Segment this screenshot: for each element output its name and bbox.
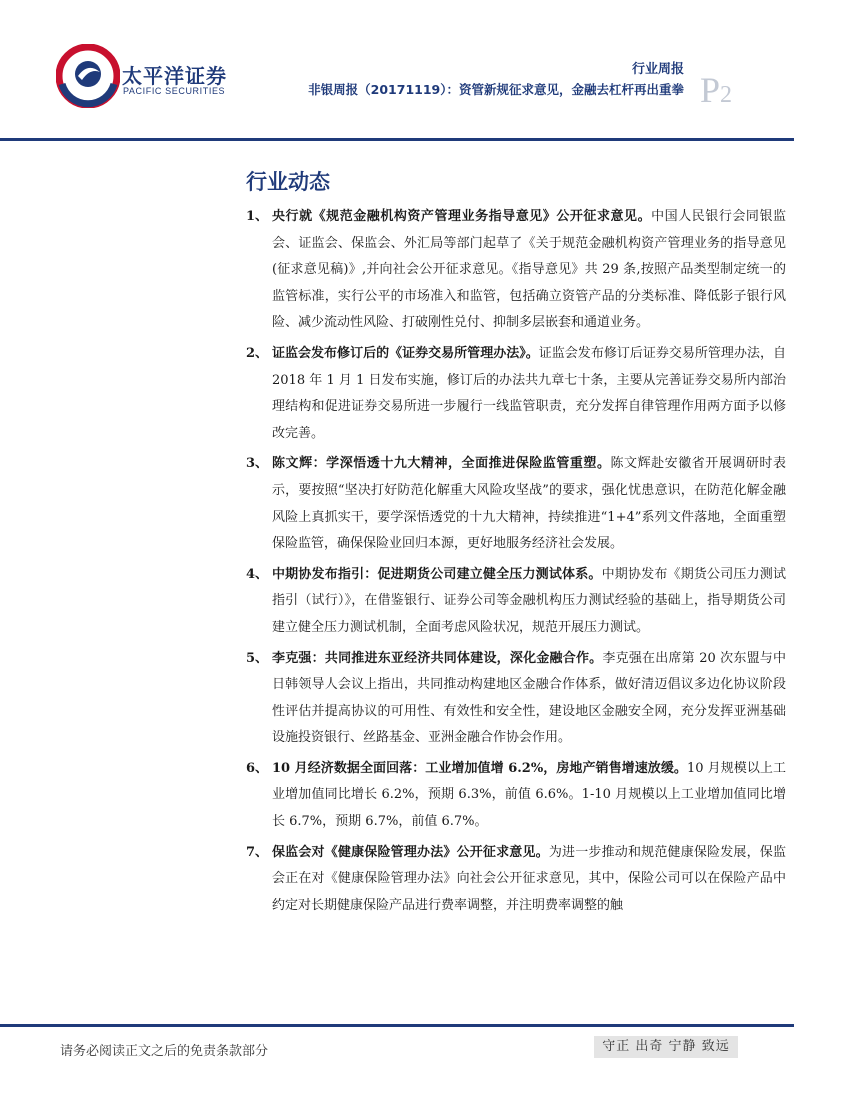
- news-item-text: [272, 204, 786, 337]
- company-slogan: 守正 出奇 宁静 致远: [594, 1036, 738, 1058]
- news-list: [246, 204, 786, 923]
- pacific-securities-logo-icon: [56, 44, 120, 108]
- news-item: [246, 562, 786, 642]
- page-number: [700, 72, 732, 108]
- news-item-headline: 保监会对《健康保险管理办法》公开征求意见。: [272, 844, 549, 860]
- news-item-number: 2、: [246, 345, 269, 361]
- news-item: [246, 756, 786, 836]
- news-item-body: 10 月规模以上工业增加值同比增长 6.2%，预期 6.3%，前值 6.6%。1-10 月规模以上工业增加值同比增长 6.7%，预期 6.7%，前值 6.7%。: [272, 760, 786, 830]
- news-item-body: 陈文辉赴安徽省开展调研时表示，要按照“坚决打好防范化解重大风险攻坚战”的要求，强化忧患意识，在防范化解金融风险上真抓实干，要学深悟透党的十九大精神，持续推进“1+4”系列文件落地，全面重塑保险监管，确保保险业回归本源，更好地服务经济社会发展。: [272, 456, 786, 552]
- section-title: 行业动态: [246, 170, 330, 194]
- news-item-headline: 央行就《规范金融机构资产管理业务指导意见》公开征求意见。: [272, 209, 652, 224]
- news-item-headline: 李克强：共同推进东亚经济共同体建设，深化金融合作。: [272, 650, 603, 666]
- news-item-text: [272, 840, 786, 920]
- news-item-text: [272, 756, 786, 836]
- disclaimer-note: 请务必阅读正文之后的免责条款部分: [60, 1044, 269, 1059]
- news-item-body: 李克强在出席第 20 次东盟与中日韩领导人会议上指出，共同推动构建地区金融合作体系，做好清迈倡议多边化协议阶段性评估并提高协议的可用性、有效性和安全性，建设地区金融安全网，充分发挥亚洲基础设施投资银行、丝路基金、亚洲金融合作协会作用。: [272, 650, 786, 746]
- news-item: [246, 646, 786, 752]
- news-item-headline: 中期协发布指引：促进期货公司建立健全压力测试体系。: [272, 566, 602, 582]
- news-item: [246, 840, 786, 920]
- news-item-text: [272, 451, 786, 557]
- news-item-number: 6、: [246, 760, 269, 776]
- news-item: [246, 451, 786, 557]
- news-item: [246, 341, 786, 447]
- news-item-headline: 10 月经济数据全面回落：工业增加值增 6.2%，房地产销售增速放缓。: [272, 760, 687, 776]
- report-title: 非银周报（20171119）：资管新规征求意见，金融去杠杆再出重拳: [308, 82, 684, 97]
- page-header: [0, 0, 850, 140]
- news-item-number: 3、: [246, 456, 269, 472]
- logo-chinese-name: 太平洋证券: [122, 64, 227, 88]
- report-category: 行业周报: [631, 62, 684, 77]
- news-item-number: 1、: [246, 209, 269, 224]
- news-item-body: 中国人民银行会同银监会、证监会、保监会、外汇局等部门起草了《关于规范金融机构资产管理业务的指导意见(征求意见稿)》,并向社会公开征求意见。《指导意见》共 29 条,按照产品类型制定统一的监管标准，实行公平的市场准入和监管，包括确立资管产品的分类标准、降低影子银行风险、减少流动性风险、打破刚性兑付、抑制多层嵌套和通道业务。: [272, 209, 786, 331]
- news-item-body: 证监会发布修订后证券交易所管理办法，自 2018 年 1 月 1 日发布实施，修订后的办法共九章七十条，主要从完善证券交易所内部治理结构和促进证券交易所进一步履行一线监管职责，充分发挥自律管理作用两方面予以修改完善。: [272, 345, 786, 441]
- news-item-text: [272, 341, 786, 447]
- header-divider: [0, 138, 794, 141]
- news-item-number: 7、: [246, 844, 269, 860]
- page-digit: 2: [720, 82, 733, 108]
- news-item: [246, 204, 786, 337]
- footer-divider: [0, 1024, 794, 1027]
- news-item-text: [272, 562, 786, 642]
- logo-english-name: PACIFIC SECURITIES: [123, 86, 226, 96]
- news-item-text: [272, 646, 786, 752]
- news-item-body: 为进一步推动和规范健康保险发展，保监会正在对《健康保险管理办法》向社会公开征求意见，其中，保险公司可以在保险产品中约定对长期健康保险产品进行费率调整，并注明费率调整的触: [272, 844, 786, 913]
- news-item-number: 4、: [246, 566, 269, 582]
- news-item-headline: 陈文辉：学深悟透十九大精神，全面推进保险监管重塑。: [272, 456, 611, 472]
- news-item-number: 5、: [246, 650, 269, 666]
- page-letter: P: [700, 70, 721, 110]
- news-item-body: 中期协发布《期货公司压力测试指引（试行）》，在借鉴银行、证券公司等金融机构压力测试经验的基础上，指导期货公司建立健全压力测试机制，全面考虑风险状况，规范开展压力测试。: [272, 566, 786, 635]
- news-item-headline: 证监会发布修订后的《证券交易所管理办法》。: [272, 345, 539, 361]
